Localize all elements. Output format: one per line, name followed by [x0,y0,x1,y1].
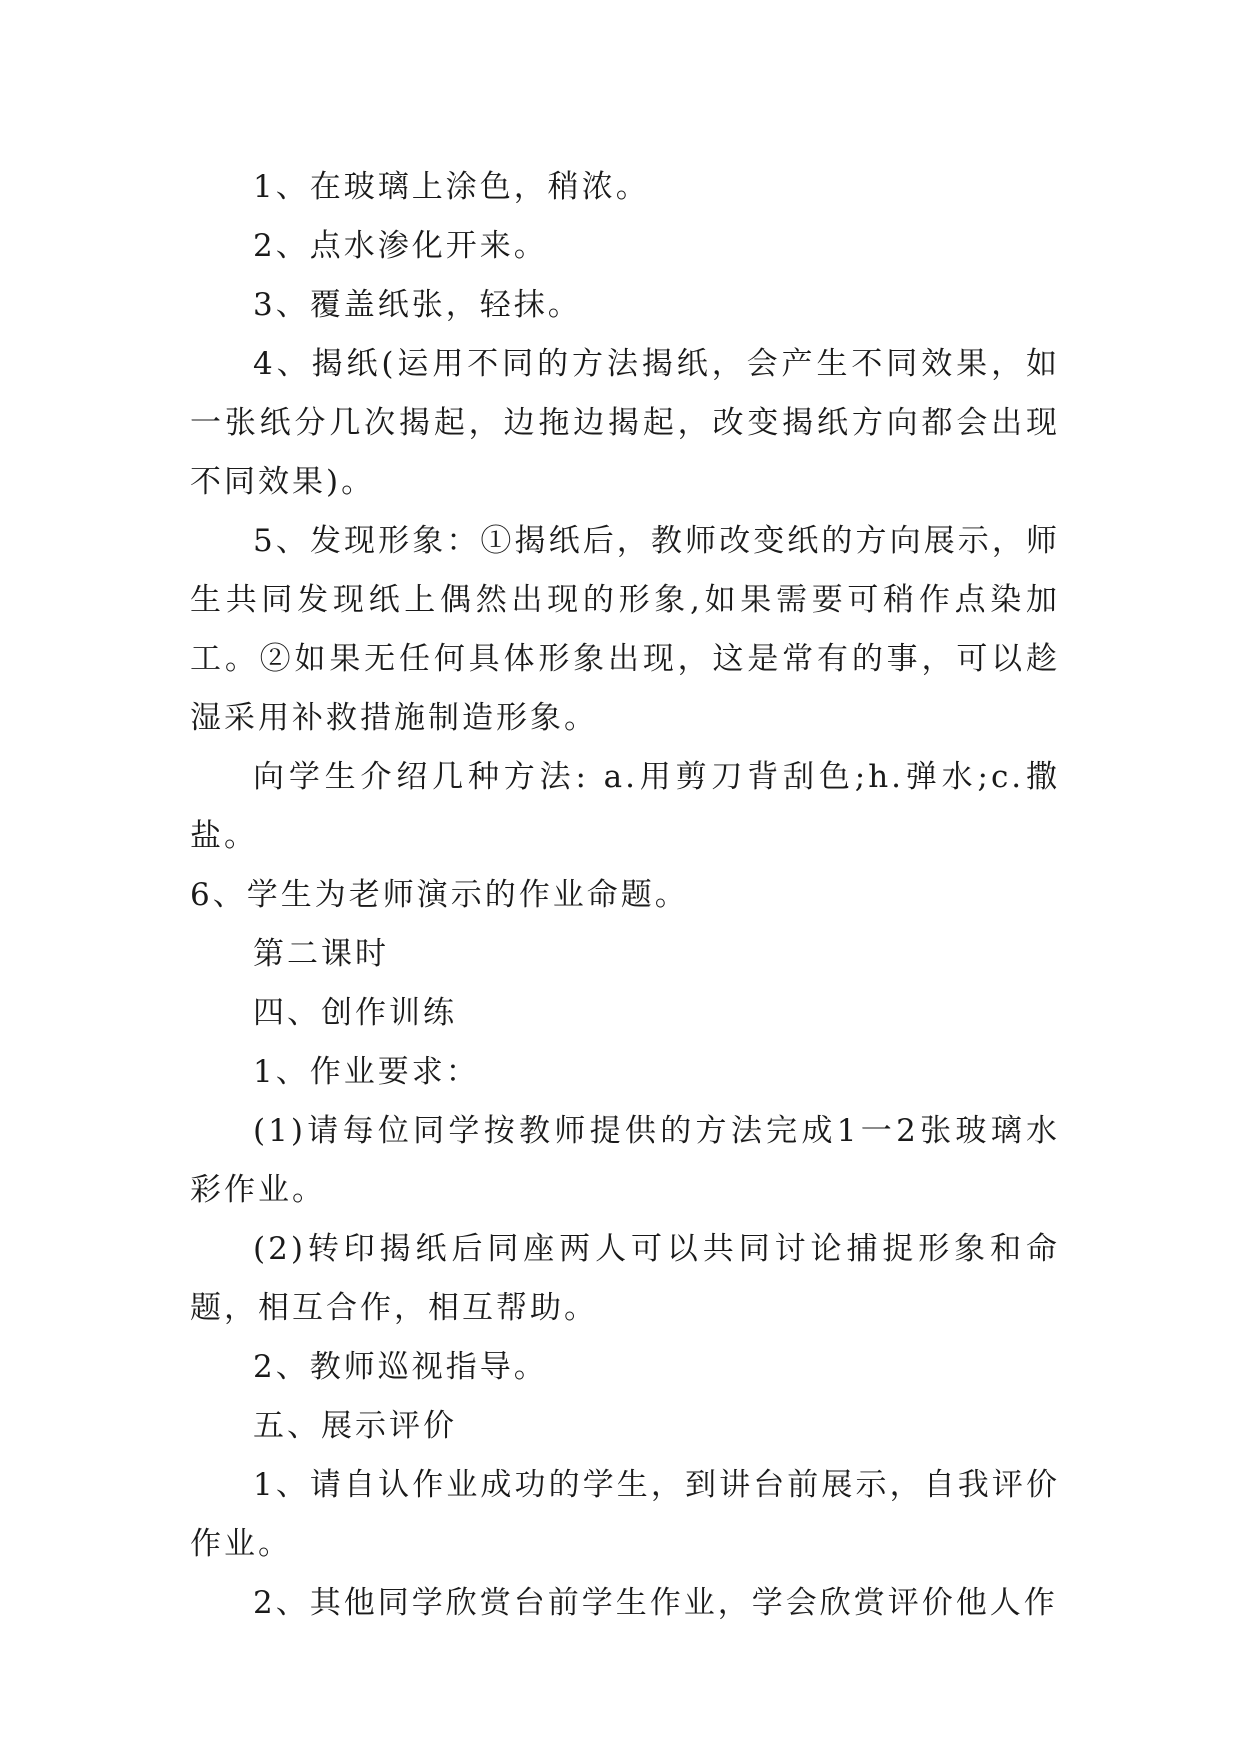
paragraph-step-5: 5、发现形象：①揭纸后，教师改变纸的方向展示，师生共同发现纸上偶然出现的形象,如果需要可稍作点染加工。②如果无任何具体形象出现，这是常有的事，可以趁湿采用补救措施制造形象。 [190,523,1060,736]
paragraph-assignment-requirements: 1、作业要求： [253,1054,480,1090]
paragraph-step-4: 4、揭纸(运用不同的方法揭纸，会产生不同效果，如一张纸分几次揭起，边拖边揭起，改变揭纸方向都会出现不同效果)。 [190,346,1060,500]
section-heading-display-evaluation: 五、展示评价 [253,1408,457,1444]
paragraph-evaluation-1: 1、请自认作业成功的学生，到讲台前展示，自我评价作业。 [190,1467,1060,1562]
paragraph-step-1: 1、在玻璃上涂色，稍浓。 [253,169,650,205]
paragraph-step-3: 3、覆盖纸张，轻抹。 [253,287,582,323]
paragraph-requirement-1: (1)请每位同学按教师提供的方法完成1一2张玻璃水彩作业。 [190,1113,1060,1208]
paragraph-requirement-2: (2)转印揭纸后同座两人可以共同讨论捕捉形象和命题，相互合作，相互帮助。 [190,1231,1060,1326]
paragraph-evaluation-2: 2、其他同学欣赏台前学生作业，学会欣赏评价他人作 [253,1585,1058,1621]
paragraph-methods: 向学生介绍几种方法: a.用剪刀背刮色;h.弹水;c.撒盐。 [190,759,1060,854]
section-heading-second-lesson: 第二课时 [253,936,389,972]
paragraph-teacher-guidance: 2、教师巡视指导。 [253,1349,548,1385]
section-heading-creative-training: 四、创作训练 [253,995,457,1031]
document-body [190,158,1060,1633]
paragraph-step-6: 6、学生为老师演示的作业命题。 [190,877,689,913]
paragraph-step-2: 2、点水渗化开来。 [253,228,548,264]
